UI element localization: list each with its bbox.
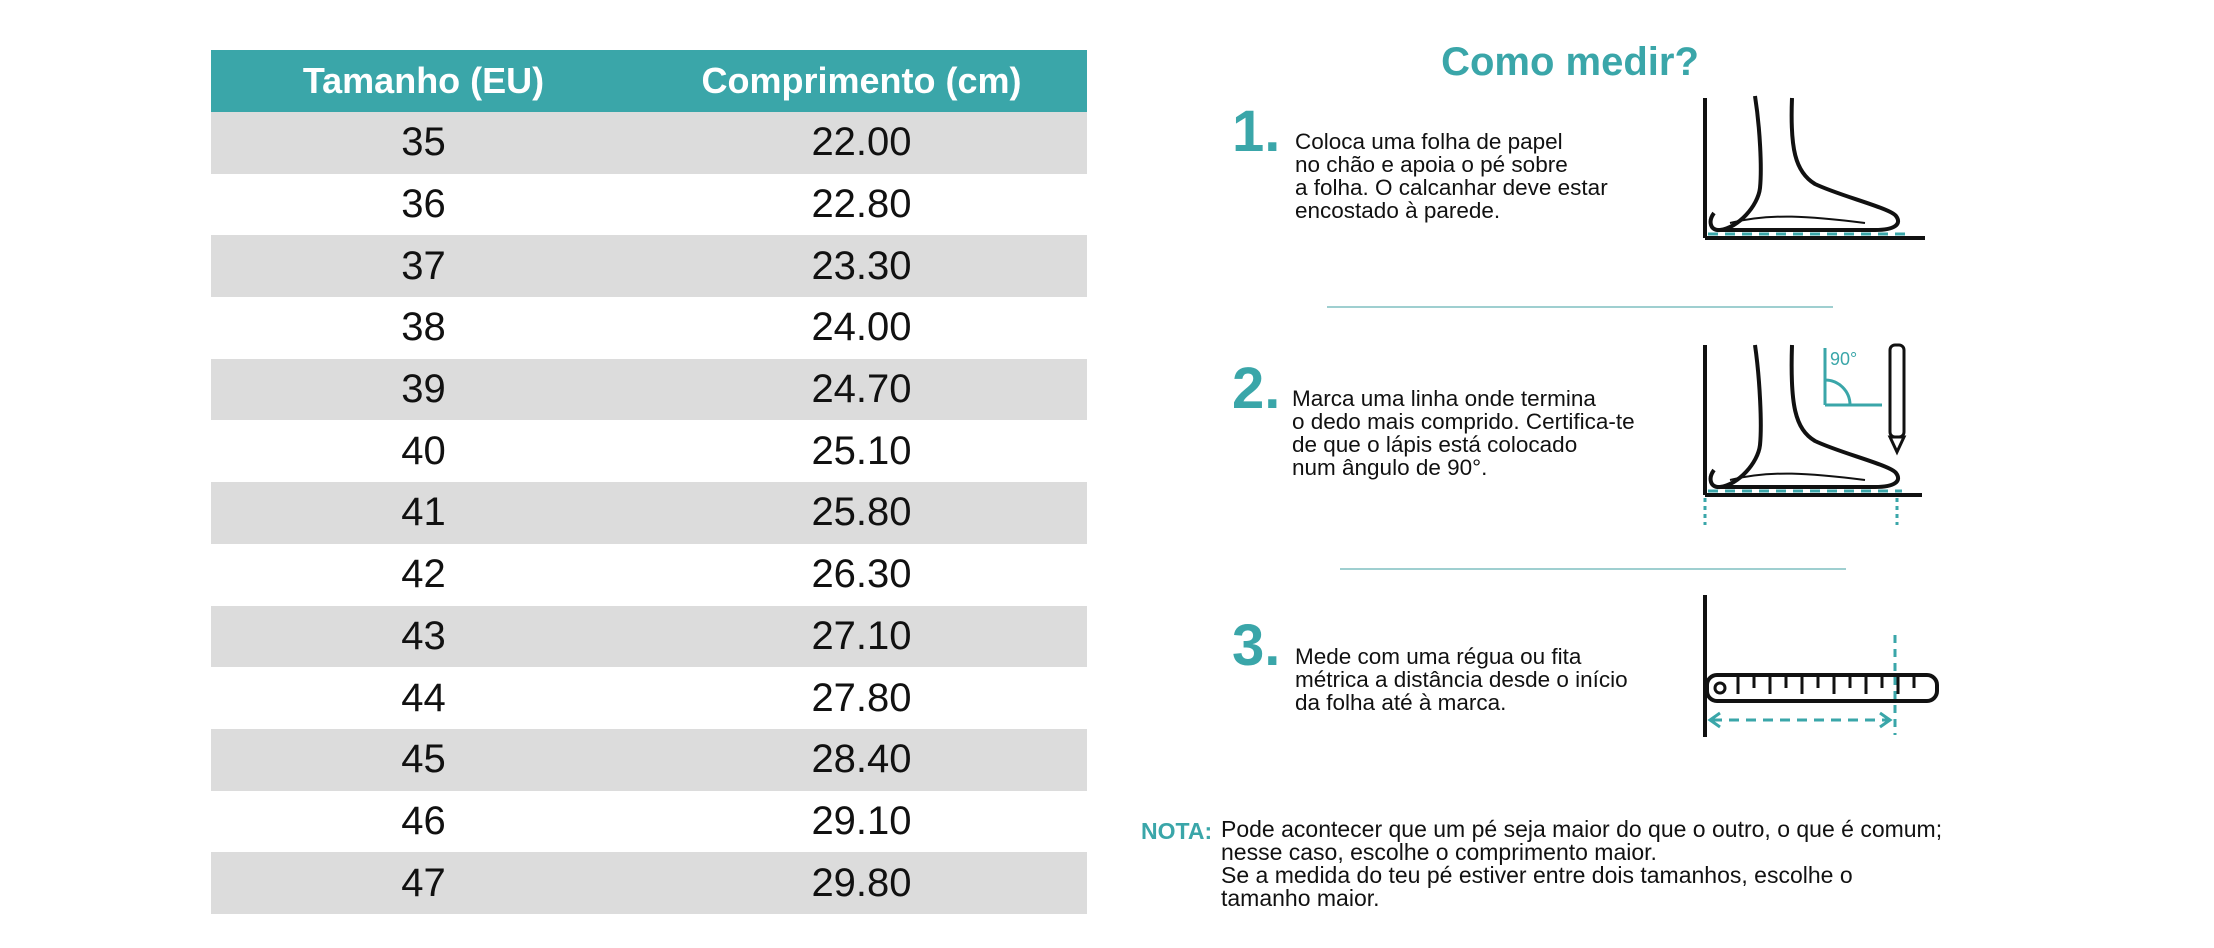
divider-2 — [1340, 568, 1846, 570]
note-text: Pode acontecer que um pé seja maior do que o outro, o que é comum; nesse caso, escolhe o comprimento maior. Se a medida do teu pé estiver entre dois tamanhos, escolhe o tamanho maior. — [1221, 816, 1943, 911]
length-cell: 22.80 — [811, 182, 912, 227]
length-cell: 29.80 — [636, 852, 1087, 914]
length-cell: 24.00 — [811, 305, 912, 350]
table-row — [211, 174, 1087, 236]
table-row — [211, 482, 1087, 544]
length-cell: 23.30 — [636, 235, 1087, 297]
ruler-icon — [1690, 590, 1950, 740]
header-length: Comprimento (cm) — [636, 50, 1087, 112]
step-2-text: Marca uma linha onde termina o dedo mais comprido. Certifica-te de que o lápis está colocado num ângulo de 90°. — [1292, 386, 1635, 480]
size-cell: 37 — [211, 235, 636, 297]
length-cell: 27.10 — [636, 606, 1087, 668]
step-3-text: Mede com uma régua ou fita métrica a distância desde o início da folha até à marca. — [1295, 644, 1628, 715]
table-row — [211, 297, 1087, 359]
divider-1 — [1327, 306, 1833, 308]
foot-pencil-mark-icon — [1690, 340, 1930, 530]
table-row — [211, 791, 1087, 853]
step-3-number: 3. — [1232, 613, 1281, 678]
length-cell: 26.30 — [811, 552, 912, 597]
size-cell: 44 — [401, 675, 446, 720]
size-cell: 41 — [211, 482, 636, 544]
guide-title: Como medir? — [1441, 40, 1699, 84]
step-1-number: 1. — [1232, 99, 1281, 164]
size-cell: 35 — [211, 112, 636, 174]
size-cell: 45 — [211, 729, 636, 791]
table-body — [211, 112, 1087, 914]
foot-on-paper-icon — [1690, 88, 1930, 248]
table-row — [211, 112, 1087, 174]
table-row — [211, 544, 1087, 606]
length-cell: 28.40 — [636, 729, 1087, 791]
note-label: NOTA: — [1141, 818, 1213, 844]
length-cell: 25.10 — [811, 428, 912, 473]
table-row — [211, 667, 1087, 729]
length-cell: 24.70 — [636, 359, 1087, 421]
size-cell: 36 — [401, 182, 446, 227]
size-cell: 46 — [401, 798, 446, 843]
table-row — [211, 420, 1087, 482]
size-cell: 47 — [211, 852, 636, 914]
length-cell: 29.10 — [811, 798, 912, 843]
header-size: Tamanho (EU) — [211, 50, 636, 112]
length-cell: 27.80 — [811, 675, 912, 720]
table-row — [211, 729, 1087, 791]
size-cell: 43 — [211, 606, 636, 668]
size-cell: 40 — [401, 428, 446, 473]
table-row — [211, 359, 1087, 421]
table-header-row — [211, 50, 1087, 112]
length-cell: 25.80 — [636, 482, 1087, 544]
size-chart-table — [211, 50, 1087, 914]
length-cell: 22.00 — [636, 112, 1087, 174]
size-cell: 38 — [401, 305, 446, 350]
angle-label: 90° — [1830, 349, 1858, 369]
table-row — [211, 852, 1087, 914]
size-cell: 39 — [211, 359, 636, 421]
step-1-text: Coloca uma folha de papel no chão e apoia o pé sobre a folha. O calcanhar deve estar encostado à parede. — [1295, 129, 1608, 223]
size-cell: 42 — [401, 552, 446, 597]
table-row — [211, 606, 1087, 668]
step-2-number: 2. — [1232, 356, 1281, 421]
table-row — [211, 235, 1087, 297]
